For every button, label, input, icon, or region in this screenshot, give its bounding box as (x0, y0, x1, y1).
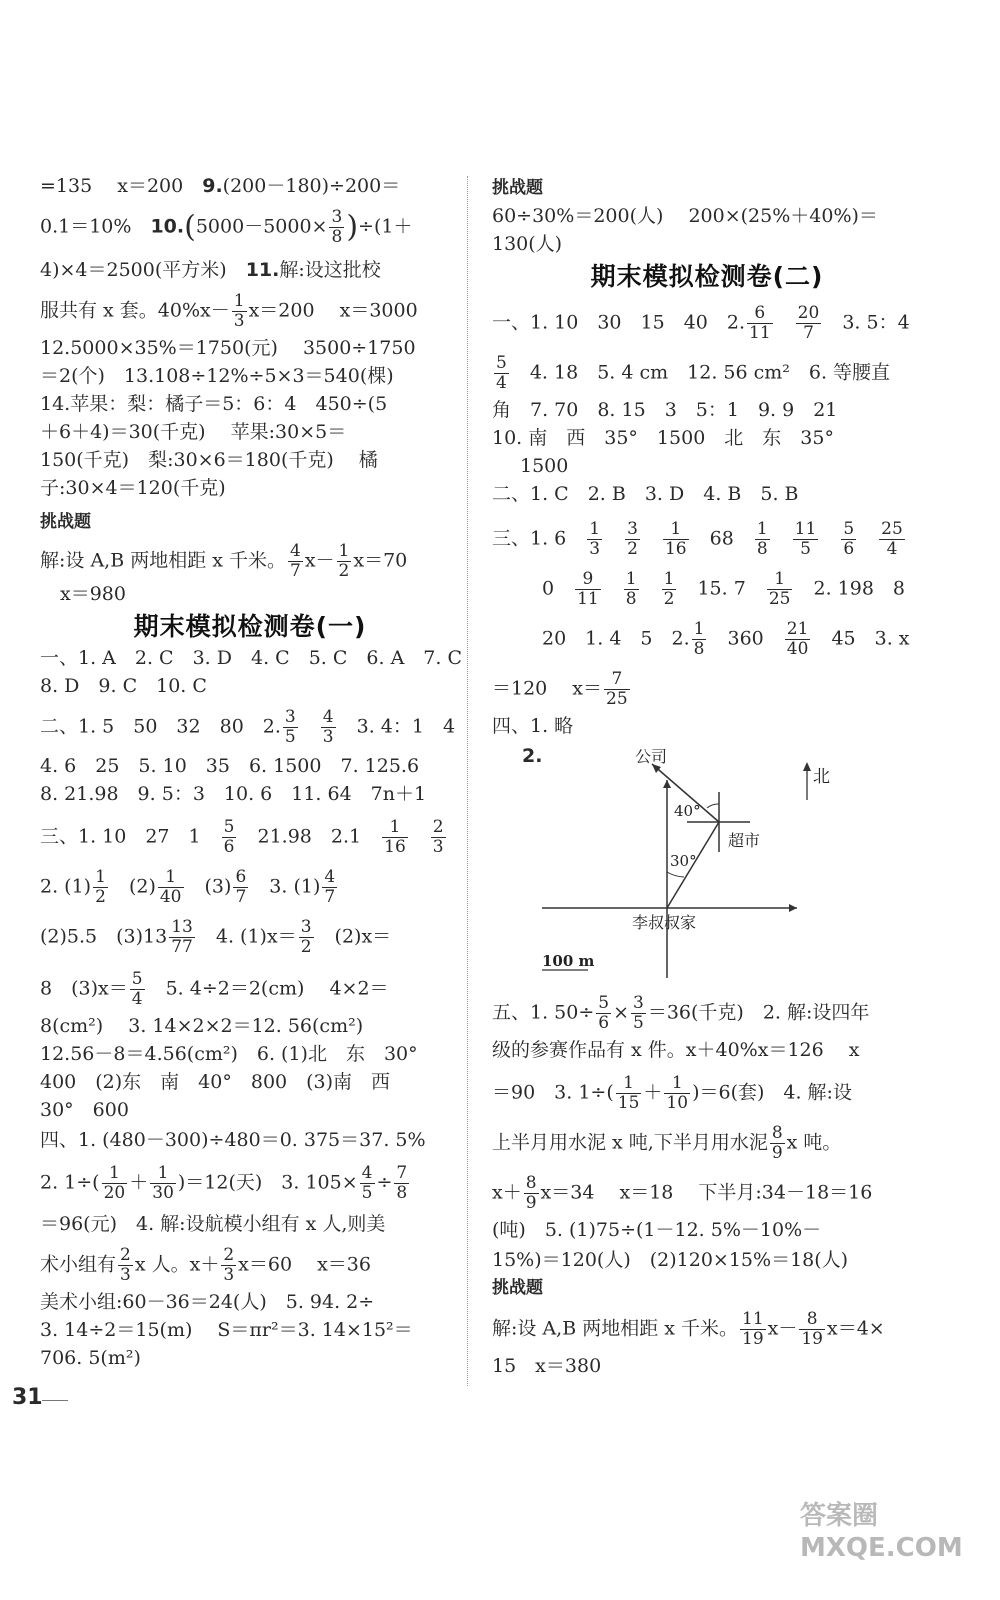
text: 3. (1) (269, 875, 321, 898)
page-number: 31 (12, 1385, 43, 1410)
answer-line (40, 868, 339, 907)
answer-line: 角 7. 70 8. 15 3 5：1 9. 9 21 (492, 399, 838, 421)
fraction: $\frac{5}{6}$ (843, 519, 855, 559)
answer-line: ＝90 3. 1÷( $\frac{1}{15}$ ＋ $\frac{1}{10}$ )＝6(套) 4. 解:设 (492, 1073, 852, 1113)
text: 上半月用水泥 x 吨,下半月用水泥 (492, 1131, 768, 1154)
challenge-heading: 挑战题 (492, 1278, 543, 1298)
answer-line: 10. 南 西 35° 1500 北 东 35° (492, 427, 834, 449)
text: (2)x＝ (334, 925, 392, 948)
fraction: $\frac{11}{5}$ (794, 519, 817, 559)
fraction: $\frac{21}{40}$ (786, 619, 809, 659)
answer-line (40, 1246, 371, 1285)
answer-line: (吨) 5. (1)75÷(1－12. 5%－10%－ (492, 1219, 822, 1241)
answer-line: 150(千克) 梨:30×6＝180(千克) 橘 (40, 449, 378, 471)
text: 68 (709, 527, 734, 550)
text: 21.98 2.1 (257, 825, 362, 848)
text: 2. 1÷( (40, 1171, 100, 1194)
answer-line (40, 970, 389, 1009)
fraction: $\frac{1}{8}$ (693, 619, 705, 659)
text: (200－180)÷200＝ (222, 175, 401, 197)
answer-line: 级的参赛作品有 x 件。x＋40%x＝126 x (492, 1039, 860, 1061)
text: 0.1＝10% (40, 215, 151, 238)
text: x＝60 x＝36 (238, 1253, 371, 1276)
answer-line: 一、1. A 2. C 3. D 4. C 5. C 6. A 7. C (40, 647, 462, 669)
text: ＝120 x＝ (492, 677, 603, 700)
text: x 人。x＋ (134, 1253, 220, 1276)
text: x＋ (492, 1181, 522, 1204)
text: 5000－5000× (195, 215, 328, 238)
text: 15. 7 (697, 577, 746, 600)
answer-line (40, 818, 448, 857)
angle-label: 30° (670, 852, 697, 870)
fraction: $\frac{4}{7}$ (324, 867, 336, 907)
fraction: $\frac{1}{10}$ (666, 1073, 689, 1113)
page-number-rule (42, 1400, 68, 1401)
text: 一、1. 10 30 15 40 2. (492, 311, 746, 334)
answer-line (40, 292, 418, 331)
text: 45 3. x (831, 627, 910, 650)
text: x＝34 x＝18 下半月:34－18＝16 (540, 1181, 873, 1204)
fraction: $\frac{6}{7}$ (235, 867, 247, 907)
answer-line: 美术小组:60－36＝24(人) 5. 94. 2÷ (40, 1291, 375, 1313)
section-title: 期末模拟检测卷(一) (133, 612, 367, 641)
fraction: $\frac{7}{25}$ (606, 669, 628, 709)
text: 二、1. 5 50 32 80 2. (40, 715, 281, 738)
north-arrowhead (803, 762, 811, 771)
text: 三、1. 10 27 1 (40, 825, 201, 848)
answer-line: 130(人) (492, 233, 563, 255)
answer-line (492, 520, 907, 559)
fraction: $\frac{2}{3}$ (223, 1245, 235, 1285)
fraction: $\frac{1}{2}$ (95, 867, 106, 907)
text: 2. (1) (40, 875, 92, 898)
answer-line: 四、1. (480－300)÷480＝0. 375＝37. 5% (40, 1129, 426, 1151)
fraction: $\frac{1}{30}$ (152, 1163, 174, 1203)
fraction: $\frac{2}{3}$ (120, 1245, 131, 1285)
answer-line: 0.1＝10% 10.(5000－5000× $\frac{3}{8}$ )÷(1＋ (40, 207, 413, 247)
answer-line: 8. 21.98 9. 5：3 10. 6 11. 64 7n＋1 (40, 783, 427, 805)
answer-line: 8. D 9. C 10. C (40, 675, 207, 697)
answer-line: 二、1. C 2. B 3. D 4. B 5. B (492, 483, 799, 505)
text: 4)×4＝2500(平方米) (40, 259, 246, 281)
fraction: $\frac{2}{3}$ (432, 817, 444, 857)
answer-line: 15 x＝380 (492, 1355, 602, 1377)
fraction: $\frac{1}{15}$ (617, 1073, 640, 1113)
fraction: $\frac{1}{40}$ (159, 867, 182, 907)
fraction: $\frac{8}{9}$ (771, 1123, 783, 1163)
answer-line (492, 304, 910, 343)
angle-arc (667, 872, 684, 877)
text: 术小组有 (40, 1253, 117, 1276)
angle-arc (707, 804, 719, 808)
home-label: 李叔叔家 (632, 913, 697, 932)
text: )＝6(套) 4. 解:设 (692, 1081, 852, 1104)
item-number: 11. (245, 259, 280, 281)
fraction: $\frac{1}{16}$ (664, 519, 687, 559)
fraction: $\frac{5}{6}$ (598, 993, 610, 1033)
answer-line: 4. 6 25 5. 10 35 6. 1500 7. 125.6 (40, 755, 420, 777)
fraction: $\frac{1}{8}$ (625, 569, 637, 609)
answer-line: 12.5000×35%＝1750(元) 3500÷1750 (40, 337, 416, 359)
text: 解:设 A,B 两地相距 x 千米。 (40, 549, 286, 572)
text: 4. (1)x＝ (215, 925, 297, 948)
text: x＝4× (827, 1317, 885, 1340)
fraction: $\frac{13}{77}$ (171, 917, 193, 957)
answer-line: 2. (522, 745, 543, 767)
fraction: $\frac{4}{5}$ (361, 1163, 373, 1203)
answer-line: 12.56－8＝4.56(cm²) 6. (1)北 东 30° (40, 1043, 418, 1065)
fraction: $\frac{8}{19}$ (801, 1309, 823, 1349)
fraction: $\frac{1}{3}$ (233, 291, 245, 331)
north-label: 北 (813, 767, 830, 787)
fraction: $\frac{3}{2}$ (627, 519, 638, 559)
text: x＝200 x＝3000 (248, 299, 418, 322)
fraction: $\frac{11}{19}$ (742, 1309, 764, 1349)
text: x＝70 (353, 549, 408, 572)
fraction: $\frac{1}{3}$ (589, 519, 601, 559)
text: 3. 5：4 (842, 311, 910, 334)
answer-line: ＋6＋4)＝30(千克) 苹果:30×5＝ (40, 421, 347, 443)
text: 3. 4：1 4 (356, 715, 456, 738)
answer-line (492, 1174, 872, 1213)
answer-line (40, 256, 381, 284)
text: 8 (3)x＝ (40, 977, 128, 1000)
fraction: $\frac{6}{11}$ (749, 303, 771, 343)
fraction: $\frac{1}{16}$ (384, 817, 406, 857)
fraction: $\frac{1}{2}$ (663, 569, 675, 609)
item-number: 9. (202, 175, 223, 197)
text: (3) (204, 875, 232, 898)
text: 五、1. 50÷ (492, 1001, 595, 1024)
answer-line: 30° 600 (40, 1099, 129, 1121)
text: 20 1. 4 5 2. (542, 627, 690, 650)
text: 2. 198 8 (813, 577, 906, 600)
answer-line (492, 670, 632, 709)
fraction: $\frac{5}{6}$ (223, 817, 235, 857)
answer-line: 400 (2)东 南 40° 800 (3)南 西 (40, 1071, 391, 1093)
answer-line: ＝2(个) 13.108÷12%÷5×3＝540(棵) (40, 365, 394, 387)
fraction: $\frac{1}{8}$ (756, 519, 768, 559)
fraction: $\frac{4}{7}$ (290, 541, 301, 581)
text: x－ (304, 549, 335, 572)
text: =135 x＝200 (40, 175, 203, 197)
fraction: $\frac{8}{9}$ (525, 1173, 537, 1213)
fraction: $\frac{1}{20}$ (103, 1163, 126, 1203)
answer-line (492, 1124, 841, 1163)
text: 4. 18 5. 4 cm 12. 56 cm² 6. 等腰直 (529, 361, 891, 384)
text: (2) (128, 875, 156, 898)
answer-line: 706. 5(m²) (40, 1347, 141, 1369)
text: 解:设这批校 (279, 259, 381, 281)
supermarket-label: 超市 (728, 831, 761, 850)
answer-line (542, 620, 910, 659)
section-title: 期末模拟检测卷(二) (590, 262, 824, 291)
scale-label: 100 m (542, 952, 595, 970)
answer-line (40, 542, 407, 581)
text: x 吨。 (786, 1131, 842, 1154)
text: 5. 4÷2＝2(cm) 4×2＝ (165, 977, 389, 1000)
text: x－ (767, 1317, 798, 1340)
fraction: $\frac{1}{2}$ (338, 541, 350, 581)
fraction: $\frac{20}{7}$ (797, 303, 820, 343)
answer-line (542, 570, 905, 609)
text: 服共有 x 套。40%x－ (40, 299, 230, 322)
answer-line: x＝980 (60, 583, 126, 605)
answer-line: 14.苹果：梨：橘子＝5：6：4 450÷(5 (40, 393, 388, 415)
answer-line (492, 1310, 885, 1349)
direction-map (532, 740, 852, 980)
answer-line (40, 708, 455, 747)
answer-line: 3. 14÷2＝15(m) S＝πr²＝3. 14×15²＝ (40, 1319, 413, 1341)
text: ＝90 3. 1÷( (492, 1081, 614, 1104)
answer-line (40, 918, 391, 957)
answer-line: 15%)＝120(人) (2)120×15%＝18(人) (492, 1249, 849, 1271)
text: ÷(1＋ (358, 215, 413, 238)
text: (2)5.5 (3)13 (40, 925, 168, 948)
answer-line (492, 354, 890, 393)
watermark: 答案圈 MXQE.COM (800, 1501, 963, 1563)
fraction: $\frac{7}{8}$ (396, 1163, 408, 1203)
fraction: $\frac{9}{11}$ (577, 569, 599, 609)
item-number: 10. (150, 215, 185, 238)
answer-line: 8(cm²) 3. 14×2×2＝12. 56(cm²) (40, 1015, 364, 1037)
axis-arrowhead (789, 904, 797, 912)
fraction: $\frac{3}{8}$ (331, 207, 343, 247)
answer-line: 子:30×4＝120(千克) (40, 477, 226, 499)
fraction: $\frac{3}{5}$ (633, 993, 644, 1033)
answer-line: 60÷30%＝200(人) 200×(25%＋40%)＝ (492, 205, 878, 227)
text: 解:设 A,B 两地相距 x 千米。 (492, 1317, 738, 1340)
challenge-heading: 挑战题 (40, 512, 91, 532)
fraction: $\frac{25}{4}$ (881, 519, 903, 559)
fraction: $\frac{3}{2}$ (300, 917, 312, 957)
challenge-heading: 挑战题 (492, 178, 543, 198)
company-label: 公司 (635, 747, 668, 766)
answer-line: 四、1. 略 (492, 715, 574, 737)
fraction: $\frac{5}{4}$ (496, 353, 507, 393)
answer-line (40, 172, 400, 200)
fraction: $\frac{1}{25}$ (768, 569, 791, 609)
text: ＝36(千克) 2. 解:设四年 (647, 1001, 870, 1024)
answer-line: 2. 1÷( $\frac{1}{20}$ ＋ $\frac{1}{30}$ )＝12(天) 3. 105× $\frac{4}{5}$ ÷ $\frac{7}{8}$ (40, 1163, 408, 1203)
text: 0 (542, 577, 555, 600)
fraction: $\frac{5}{4}$ (131, 969, 143, 1009)
text: 三、1. 6 (492, 527, 567, 550)
angle-label: 40° (674, 802, 701, 820)
text: )＝12(天) 3. 105× (177, 1171, 358, 1194)
fraction: $\frac{4}{3}$ (322, 707, 334, 747)
answer-line: 五、1. 50÷ $\frac{5}{6}$ × $\frac{3}{5}$ ＝36(千克) 2. 解:设四年 (492, 993, 870, 1033)
text: 360 (727, 627, 764, 650)
fraction: $\frac{3}{5}$ (284, 707, 296, 747)
axis-arrowhead (663, 780, 671, 788)
column-divider (467, 176, 468, 1386)
answer-line: ＝96(元) 4. 解:设航模小组有 x 人,则美 (40, 1213, 386, 1235)
answer-line: 1500 (520, 455, 569, 477)
